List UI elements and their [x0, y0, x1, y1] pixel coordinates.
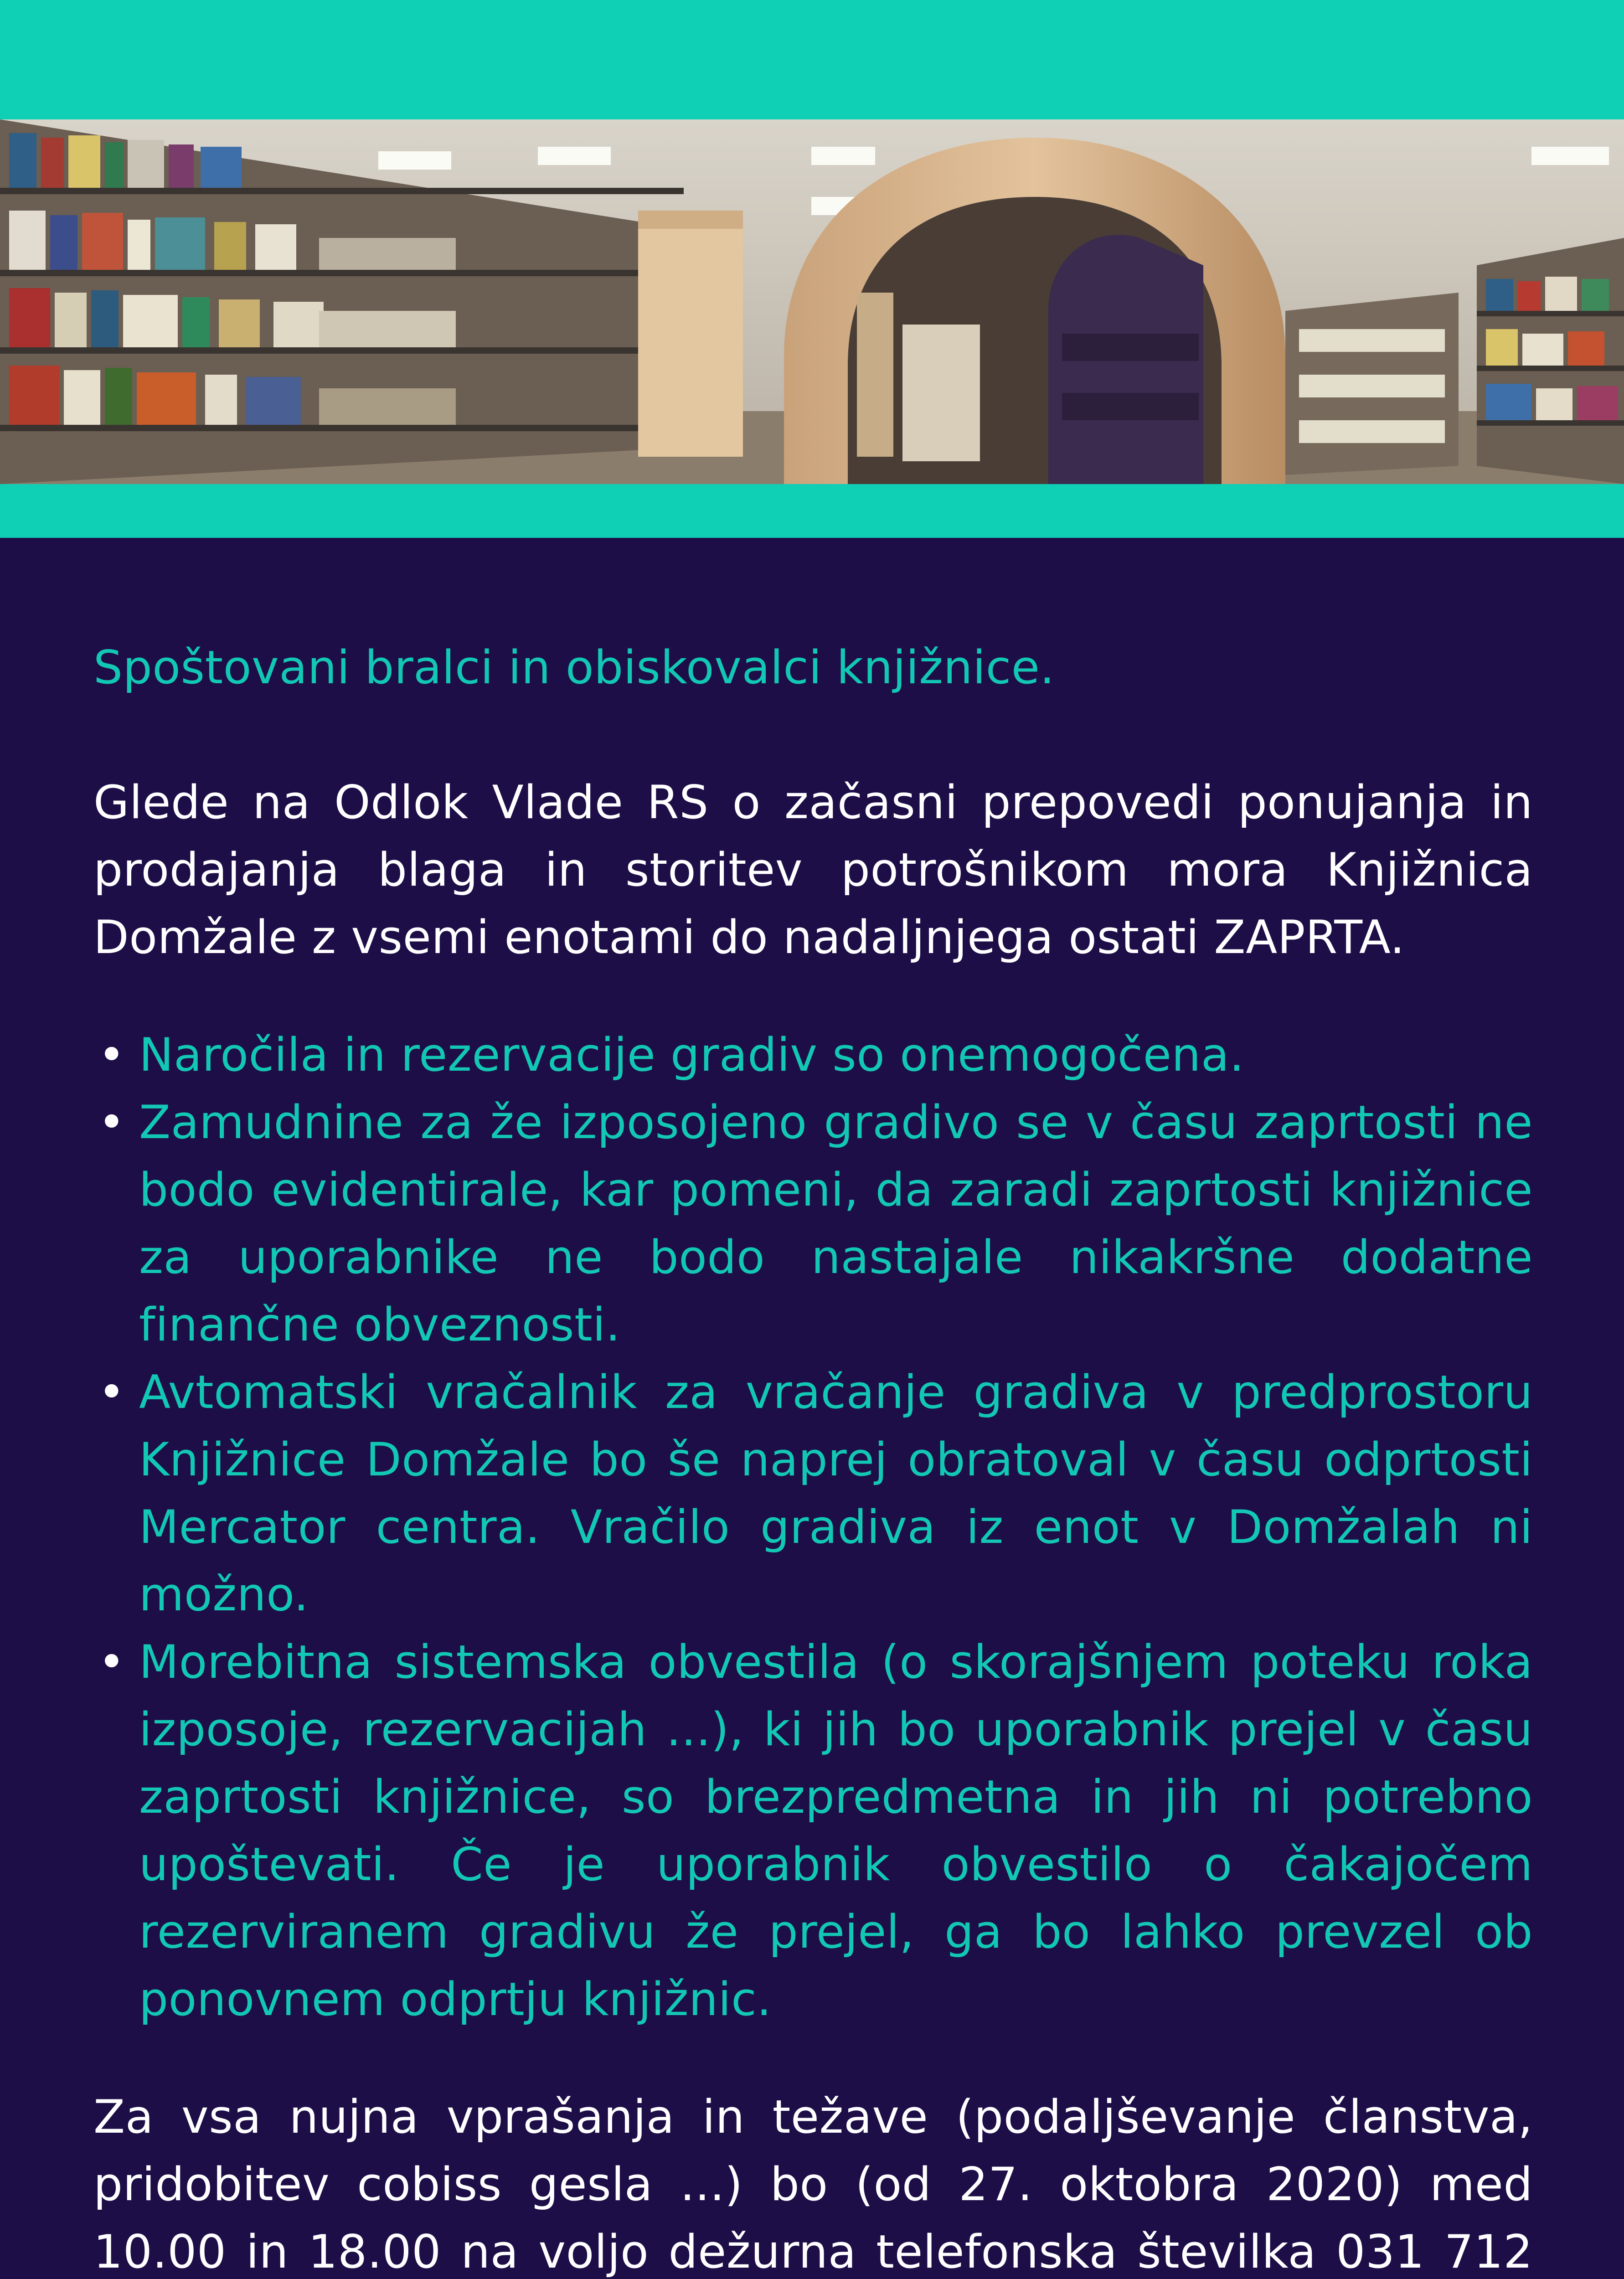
notice-text	[93, 634, 1533, 2279]
notice-list	[93, 1021, 1533, 2033]
list-item: • Avtomatski vračalnik za vračanje gradiva v predprostoru Knjižnice Domžale bo še naprej obratoval v času odprtosti Mercator centra. Vračilo gradiva iz enot v Domžalah ni možno.	[93, 1358, 1533, 1628]
list-item: • Zamudnine za že izposojeno gradivo se v času zaprtosti ne bodo evidentirale, kar pomeni, da zaradi zaprtosti knjižnice za uporabnike ne bodo nastajale nikakršne dodatne finančne obveznosti.	[93, 1088, 1533, 1358]
intro-paragraph: Glede na Odlok Vlade RS o začasni prepovedi ponujanja in prodajanja blaga in storitev potrošnikom mora Knjižnica Domžale z vsemi enotami do nadaljnjega ostati ZAPRTA.	[93, 775, 1533, 964]
bullet-icon: •	[98, 1095, 126, 1149]
bullet-icon: •	[98, 1635, 126, 1689]
contact-paragraph: Za vsa nujna vprašanja in težave (podaljševanje članstva, pridobitev cobiss gesla ...) bo (od 27. oktobra 2020) med 10.00 in 18.00 na voljo dežurna telefonska številka 031 712	[93, 2090, 1533, 2279]
bullet-icon: •	[98, 1365, 126, 1419]
top-color-band	[0, 0, 1624, 119]
list-item: • Naročila in rezervacije gradiv so onemogočena.	[93, 1021, 1533, 1088]
middle-color-band	[0, 484, 1624, 538]
library-photo-icon	[0, 119, 1624, 484]
bullet-icon: •	[98, 1028, 126, 1082]
list-item: • Morebitna sistemska obvestila (o skorajšnjem poteku roka izposoje, rezervacijah ...), ki jih bo uporabnik prejel v času zaprtosti knjižnice, so brezpredmetna in jih ni potrebno upoštevati. Če je uporabnik obvestilo o čakajočem rezerviranem gradivu že prejel, ga bo lahko prevzel ob ponovnem odprtju knjižnic.	[93, 1628, 1533, 2033]
greeting: Spoštovani bralci in obiskovalci knjižnice.	[93, 640, 1055, 694]
